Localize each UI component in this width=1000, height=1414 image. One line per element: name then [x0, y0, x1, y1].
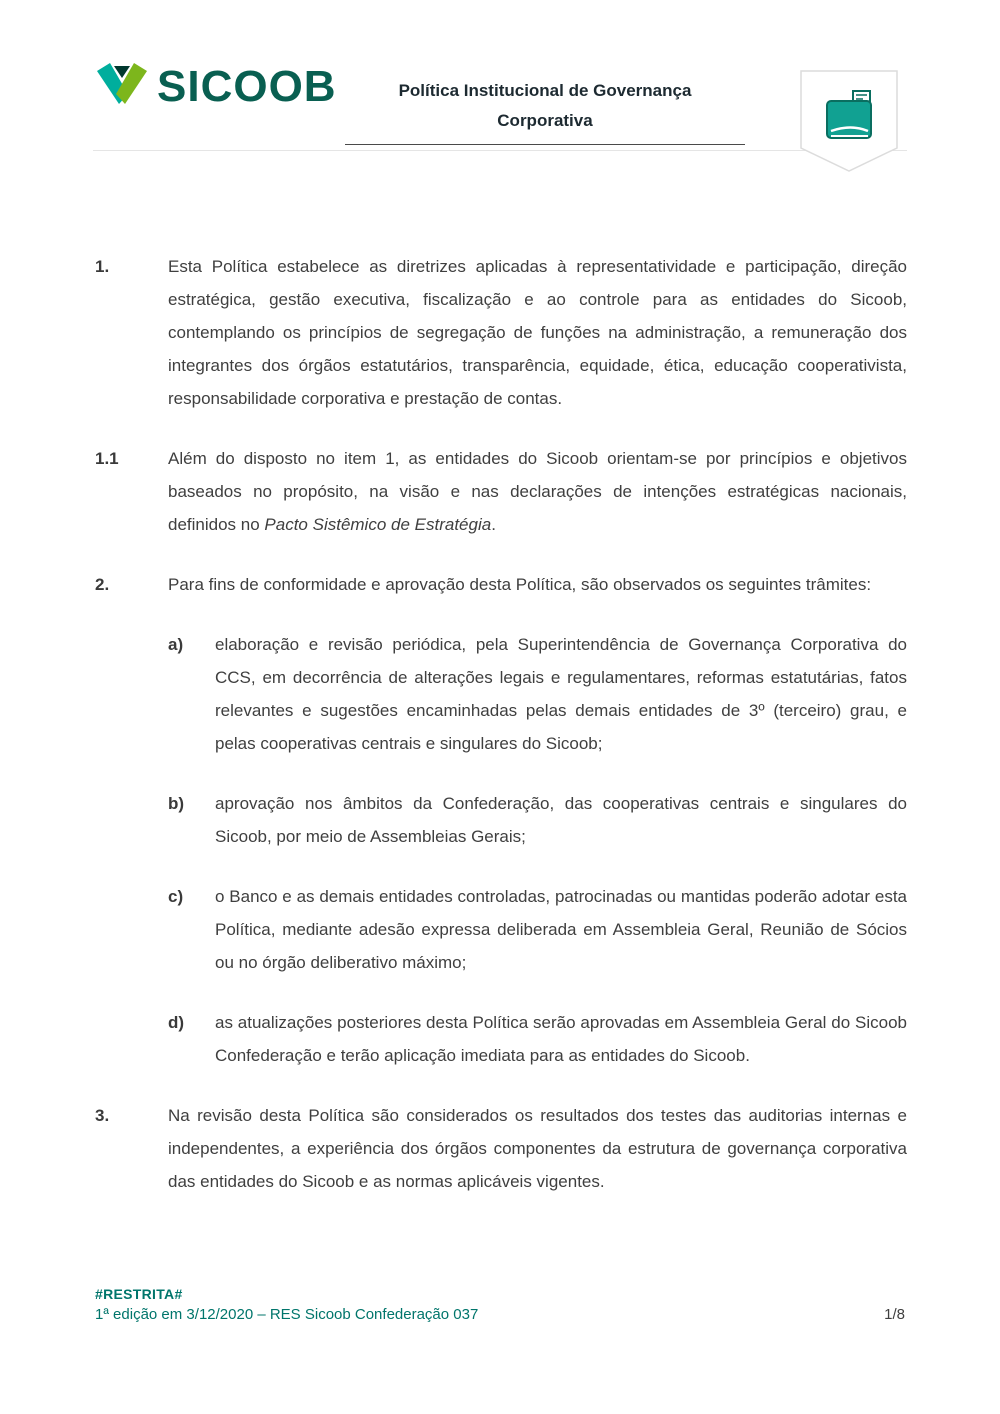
item-letter: c)	[168, 887, 184, 906]
item-text: aprovação nos âmbitos da Confederação, das cooperativas centrais e singulares do Sicoob, por meio de Assembleias Gerais;	[215, 794, 907, 846]
document-title	[345, 76, 745, 145]
book-icon	[800, 70, 900, 174]
item-text: o Banco e as demais entidades controladas, patrocinadas ou mantidas poderão adotar esta Política, mediante adesão expressa deliberada em Assembleia Geral, Reunião de Sócios ou no órgão deliberativo máximo;	[215, 887, 907, 972]
item-text-italic: Pacto Sistêmico de Estratégia	[264, 515, 492, 534]
policy-subitem-c	[95, 880, 907, 979]
document-body	[95, 250, 907, 1225]
item-letter: d)	[168, 1013, 185, 1032]
item-text: elaboração e revisão periódica, pela Superintendência de Governança Corporativa do CCS, em decorrência de alterações legais e regulamentares, reformas estatutárias, fatos relevantes e sugestões encaminhadas pelas demais entidades de 3º (terceiro) grau, e pelas cooperativas centrais e singulares do Sicoob;	[215, 635, 907, 753]
page-footer	[95, 1286, 905, 1323]
edition-line: 1ª edição em 3/12/2020 – RES Sicoob Confederação 037	[95, 1306, 479, 1323]
header-divider	[93, 150, 907, 151]
book-badge	[800, 70, 900, 174]
item-text: Na revisão desta Política são considerados os resultados dos testes das auditorias internas e independentes, a experiência dos órgãos componentes da estrutura de governança corporativa das entidades do Sicoob e as normas aplicáveis vigentes.	[168, 1106, 907, 1191]
item-text: Para fins de conformidade e aprovação desta Política, são observados os seguintes trâmites:	[168, 575, 872, 594]
policy-paragraph-1	[95, 250, 907, 415]
sicoob-wordmark: SICOOB	[157, 61, 337, 111]
policy-subitem-b	[95, 787, 907, 853]
item-letter: b)	[168, 794, 185, 813]
restricted-tag: #RESTRITA#	[95, 1286, 183, 1302]
item-number: 2.	[95, 575, 110, 594]
item-text: Esta Política estabelece as diretrizes aplicadas à representatividade e participação, direção estratégica, gestão executiva, fiscalização e ao controle para as entidades do Sicoob, contemplando os princípios de segregação de funções na administração, a remuneração dos integrantes dos órgãos estatutários, transparência, equidade, ética, educação cooperativista, responsabilidade corporativa e prestação de contas.	[168, 257, 907, 408]
title-line-2: Corporativa	[497, 111, 593, 130]
item-text: as atualizações posteriores desta Política serão aprovadas em Assembleia Geral do Sicoob Confederação e terão aplicação imediata para as entidades do Sicoob.	[215, 1013, 907, 1065]
policy-paragraph-3	[95, 1099, 907, 1198]
title-line-1: Política Institucional de Governança	[398, 81, 692, 100]
policy-subitem-a	[95, 628, 907, 760]
sicoob-logo	[95, 62, 337, 111]
page-number: 1/8	[884, 1306, 905, 1323]
item-text-plain: Além do disposto no item 1, as entidades do Sicoob orientam-se por princípios e objetivos baseados no propósito, na visão e nas declarações de intenções estratégicas nacionais, definidos no	[168, 449, 907, 534]
footer-row	[95, 1306, 905, 1323]
policy-paragraph-1-1	[95, 442, 907, 541]
item-number: 3.	[95, 1106, 110, 1125]
sicoob-chevron-icon	[95, 62, 149, 111]
policy-subitem-d	[95, 1006, 907, 1072]
item-letter: a)	[168, 635, 184, 654]
policy-paragraph-2	[95, 568, 907, 601]
item-number: 1.1	[95, 449, 119, 468]
item-number: 1.	[95, 257, 110, 276]
item-text	[168, 449, 907, 534]
item-text-after: .	[491, 515, 496, 534]
